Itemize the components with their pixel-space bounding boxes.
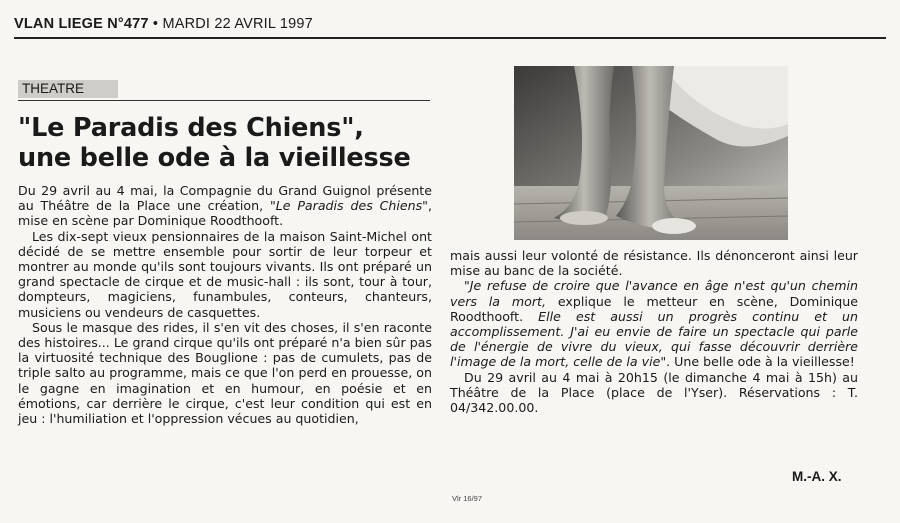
article-column-2 (450, 248, 858, 415)
author-signature: M.-A. X. (792, 469, 842, 484)
article-photo (514, 66, 788, 240)
paragraph: Du 29 avril au 4 mai, la Compagnie du Grand Guignol présente au Théâtre de la Place une création, "Le Paradis des Chiens", mise en scène par Dominique Roodthooft. (18, 183, 432, 229)
paragraph-quote: "Je refuse de croire que l'avance en âge n'est qu'un chemin vers la mort, explique le metteur en scène, Dominique Roodthooft. Elle est aussi un progrès continu et un accomplissement. J'ai eu envie de faire un spectacle qui parle de l'énergie de vivre du vieux, qui fasse découvrir derrière l'image de la mort, celle de la vie". Une belle ode à la vieillesse! (450, 278, 858, 370)
paragraph-dates: Du 29 avril au 4 mai à 20h15 (le dimanche 4 mai à 15h) au Théâtre de la Place (place de l'Yser). Réservations : T. 04/342.00.00. (450, 369, 858, 416)
photo-legs-and-feet (514, 66, 788, 240)
headline-line-1: "Le Paradis des Chiens", (18, 113, 364, 143)
publication-name: VLAN LIEGE N°477 (14, 16, 149, 32)
paragraph: Sous le masque des rides, il s'en vit des choses, il s'en raconte des histoires... Le grand cirque qu'ils ont préparé n'a bien sûr pas la virtuosité technique des Bouglione : pas de cumulets, pas de triple salto au programme, mais ce que l'on perd en prouesse, on le gagne en imagination et en humour, en poésie et en émotions, car derrière le cirque, c'est leur condition qui est en jeu : l'humiliation et l'oppression vécues au quotidien, (18, 319, 432, 427)
article-column-1 (18, 183, 432, 426)
article-headline (18, 113, 430, 173)
section-rule (18, 100, 430, 101)
masthead-bullet: • (148, 16, 163, 32)
section-label: THEATRE (18, 80, 118, 98)
issue-date: MARDI 22 AVRIL 1997 (162, 16, 313, 32)
masthead (14, 16, 313, 32)
footer-code: Vlr 16/97 (452, 494, 483, 503)
paragraph: mais aussi leur volonté de résistance. Ils dénonceront ainsi leur mise au banc de la société. (450, 248, 858, 279)
headline-line-2: une belle ode à la vieillesse (18, 143, 411, 173)
paragraph: Les dix-sept vieux pensionnaires de la maison Saint-Michel ont décidé de se mettre ensemble pour sortir de leur torpeur et montrer au monde qu'ils sont toujours vivants. Ils ont préparé un grand spectacle de cirque et de music-hall : ils sont, tour à tour, dompteurs, magiciens, funambules, conteurs, chanteurs, musiciens ou vendeurs de casquettes. (18, 228, 432, 320)
play-title: "Le Paradis des Chiens" (269, 198, 428, 214)
masthead-rule (14, 37, 886, 39)
